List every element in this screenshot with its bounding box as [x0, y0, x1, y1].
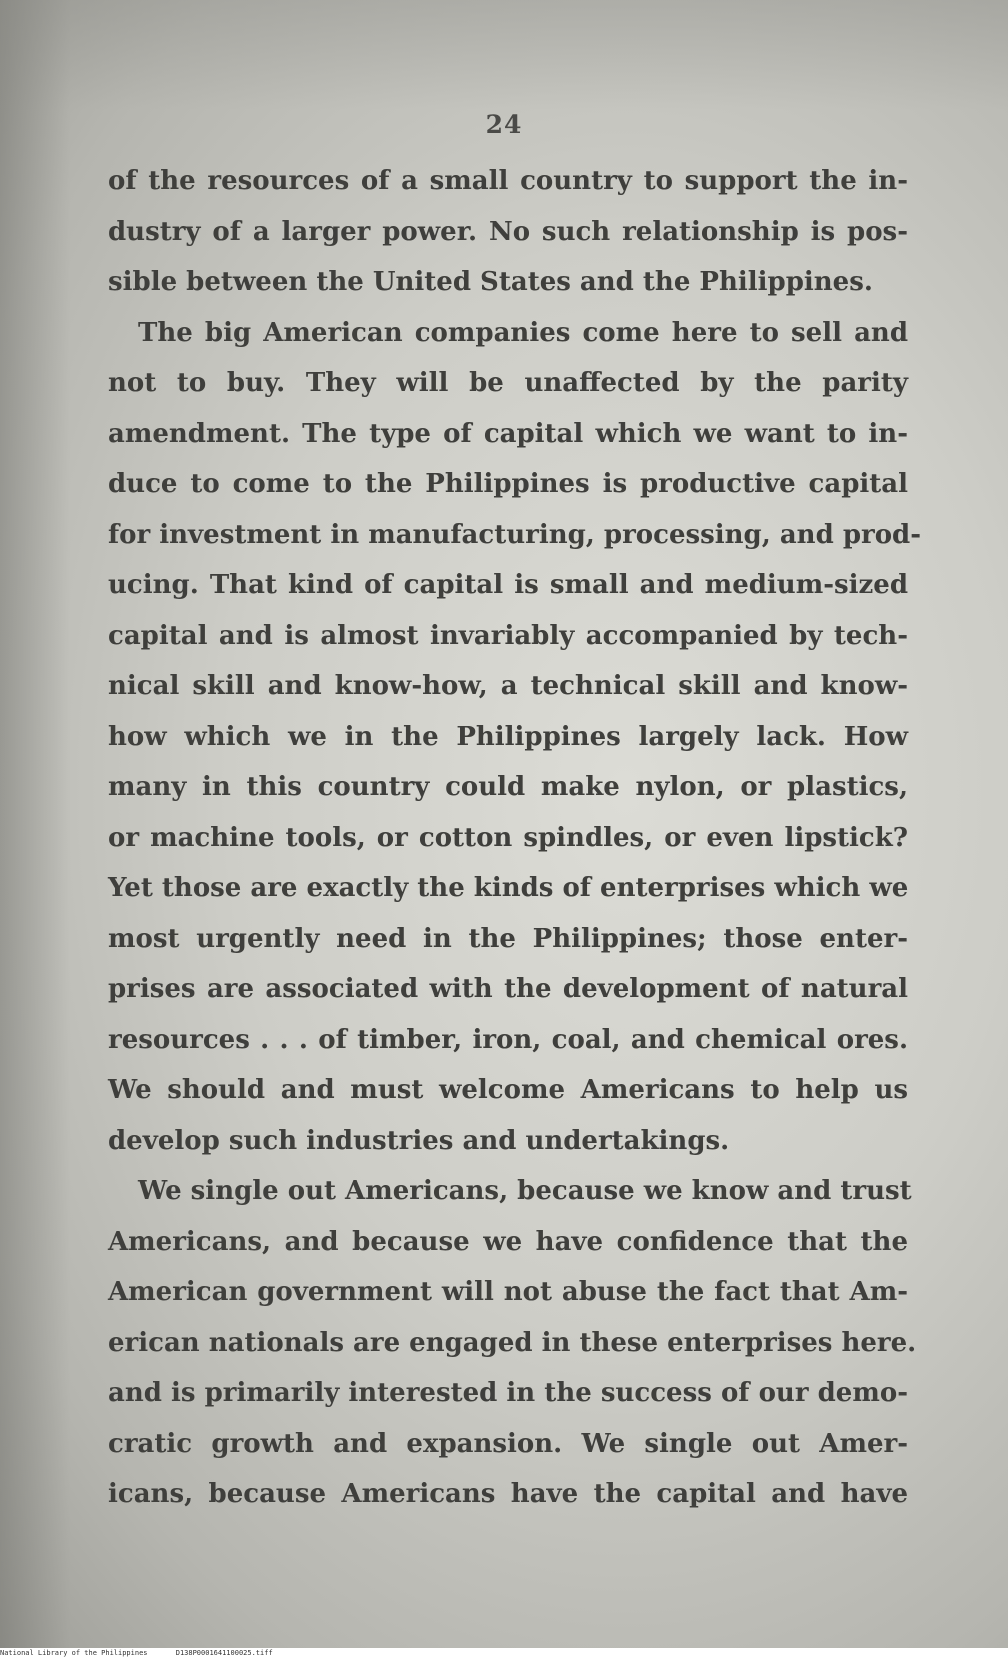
text-line: many in this country could make nylon, or plastics,: [108, 772, 908, 802]
text-line: resources . . . of timber, iron, coal, and chemical ores.: [108, 1024, 908, 1055]
text-line: or machine tools, or cotton spindles, or even lipstick?: [108, 822, 908, 853]
text-line: American government will not abuse the fact that Am-: [108, 1277, 908, 1307]
text-line: for investment in manufacturing, processing, and prod-: [108, 519, 922, 550]
text-line: most urgently need in the Philippines; those enter-: [108, 923, 908, 954]
footer-file-name: D138P0001641100025.tiff: [175, 1649, 273, 1657]
text-line: dustry of a larger power. No such relationship is pos-: [108, 216, 908, 247]
text-line: sible between the United States and the Philippines.: [108, 267, 873, 297]
text-line: not to buy. They will be unaffected by the parity: [108, 368, 908, 398]
text-line: amendment. The type of capital which we want to in-: [108, 418, 908, 449]
text-line: prises are associated with the development of natural: [108, 974, 908, 1004]
text-line: The big American companies come here to sell and: [138, 317, 908, 348]
text-line: nical skill and know-how, a technical skill and know-: [108, 671, 908, 701]
text-line: cratic growth and expansion. We single out Amer-: [108, 1428, 908, 1459]
text-line: of the resources of a small country to support the in-: [108, 166, 908, 196]
text-line: We should and must welcome Americans to help us: [108, 1075, 908, 1105]
text-line: capital and is almost invariably accompanied by tech-: [108, 620, 908, 651]
text-line: duce to come to the Philippines is productive capital: [108, 469, 908, 499]
text-line: develop such industries and undertakings.: [108, 1125, 730, 1156]
page-number: 24: [485, 110, 523, 139]
text-line: how which we in the Philippines largely lack. How: [108, 721, 908, 752]
text-line: and is primarily interested in the success of our demo-: [108, 1378, 908, 1408]
body-text: [108, 156, 922, 1520]
text-line: Americans, and because we have confidence that the: [108, 1226, 908, 1257]
scan-footer: [0, 1648, 1008, 1658]
text-line: icans, because Americans have the capital and have: [108, 1479, 908, 1509]
text-line: Yet those are exactly the kinds of enterprises which we: [108, 873, 909, 903]
footer-library-name: National Library of the Philippines: [0, 1649, 148, 1657]
text-line: We single out Americans, because we know and trust: [138, 1176, 912, 1206]
text-line: erican nationals are engaged in these enterprises here.: [108, 1327, 917, 1358]
text-line: ucing. That kind of capital is small and medium-sized: [108, 570, 908, 600]
